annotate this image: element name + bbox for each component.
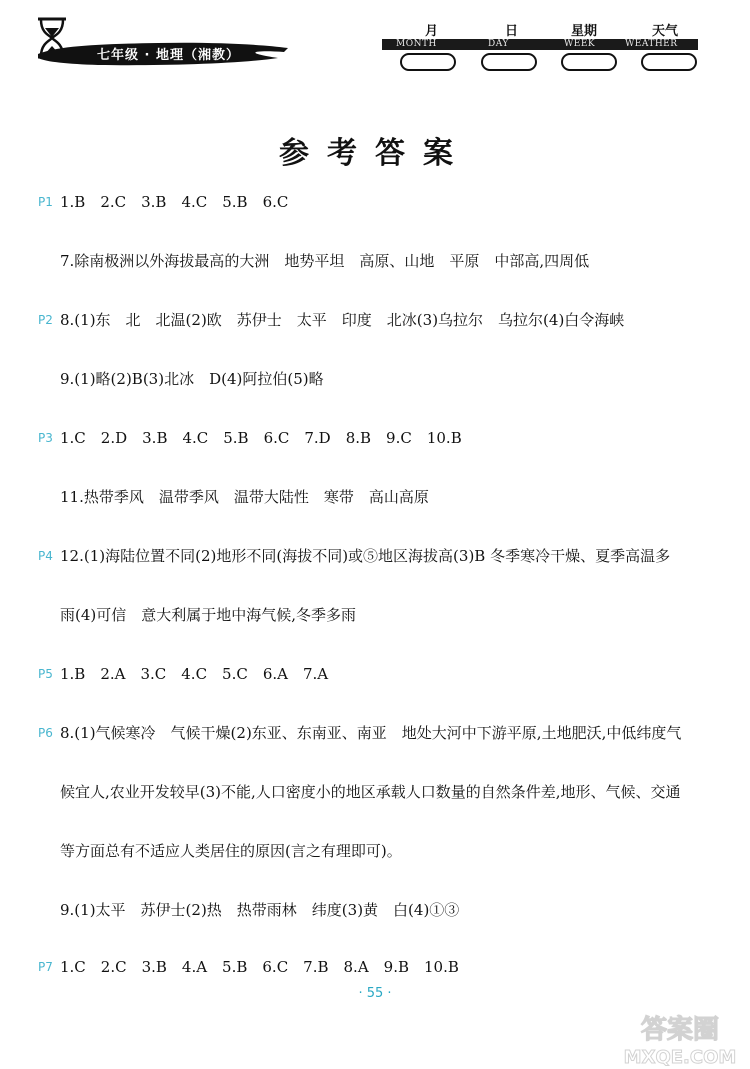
answer-line: 等方面总有不适应人类居住的原因(言之有理即可)。 — [60, 842, 402, 860]
answer-line: 7.除南极洲以外海拔最高的大洲 地势平坦 高原、山地 平原 中部高,四周低 — [60, 252, 590, 270]
day-field[interactable] — [481, 53, 537, 71]
answer-line: 1.B 2.A 3.C 4.C 5.C 6.A 7.A — [60, 665, 329, 683]
answer-line: 1.C 2.C 3.B 4.A 5.B 6.C 7.B 8.A 9.B 10.B — [60, 958, 459, 976]
week-field[interactable] — [561, 53, 617, 71]
answer-line: 候宜人,农业开发较早(3)不能,人口密度小的地区承载人口数量的自然条件差,地形、气候、交通 — [60, 783, 681, 801]
page-marker: P2 — [38, 313, 53, 327]
answer-line: 雨(4)可信 意大利属于地中海气候,冬季多雨 — [60, 606, 357, 624]
document-title: 参考答案 — [279, 136, 471, 171]
page-header — [0, 0, 750, 80]
header-title: 七年级 · 地理（湘教） — [97, 48, 240, 63]
answer-line: 8.(1)气候寒冷 气候干燥(2)东亚、东南亚、南亚 地处大河中下游平原,土地肥沃,中低纬度气 — [60, 724, 682, 742]
page-marker: P6 — [38, 726, 53, 740]
date-labels — [385, 20, 700, 40]
answer-line: 12.(1)海陆位置不同(2)地形不同(海拔不同)或⑤地区海拔高(3)B 冬季寒冷干燥、夏季高温多 — [60, 547, 671, 565]
week-label: 星期 — [571, 24, 598, 39]
page-marker: P7 — [38, 960, 53, 974]
answer-line: 9.(1)略(2)B(3)北冰 D(4)阿拉伯(5)略 — [60, 370, 324, 388]
answer-line: 1.C 2.D 3.B 4.C 5.B 6.C 7.D 8.B 9.C 10.B — [60, 429, 462, 447]
date-english-bar — [382, 39, 698, 50]
svg-text:MXQE.COM: MXQE.COM — [623, 1047, 737, 1068]
page-marker: P1 — [38, 195, 53, 209]
month-en-label: MONTH — [396, 39, 437, 49]
page-number: · 55 · — [358, 986, 392, 1001]
page-marker: P5 — [38, 667, 53, 681]
answer-line: 11.热带季风 温带季风 温带大陆性 寒带 高山高原 — [60, 488, 429, 506]
weather-label: 天气 — [652, 24, 679, 39]
page-marker: P3 — [38, 431, 53, 445]
month-field[interactable] — [400, 53, 456, 71]
day-label: 日 — [505, 24, 519, 39]
answer-line: 8.(1)东 北 北温(2)欧 苏伊士 太平 印度 北冰(3)乌拉尔 乌拉尔(4)白令海峡 — [60, 311, 625, 329]
answer-line: 1.B 2.C 3.B 4.C 5.B 6.C — [60, 193, 289, 211]
answer-line: 9.(1)太平 苏伊士(2)热 热带雨林 纬度(3)黄 白(4)①③ — [60, 901, 460, 919]
watermark-logo — [610, 1008, 750, 1069]
day-en-label: DAY — [488, 39, 509, 49]
weather-en-label: WEATHER — [625, 39, 678, 49]
weather-field[interactable] — [641, 53, 697, 71]
week-en-label: WEEK — [564, 39, 596, 49]
month-label: 月 — [425, 24, 439, 39]
page-marker: P4 — [38, 549, 53, 563]
svg-text:答案圈: 答案圈 — [640, 1015, 720, 1045]
